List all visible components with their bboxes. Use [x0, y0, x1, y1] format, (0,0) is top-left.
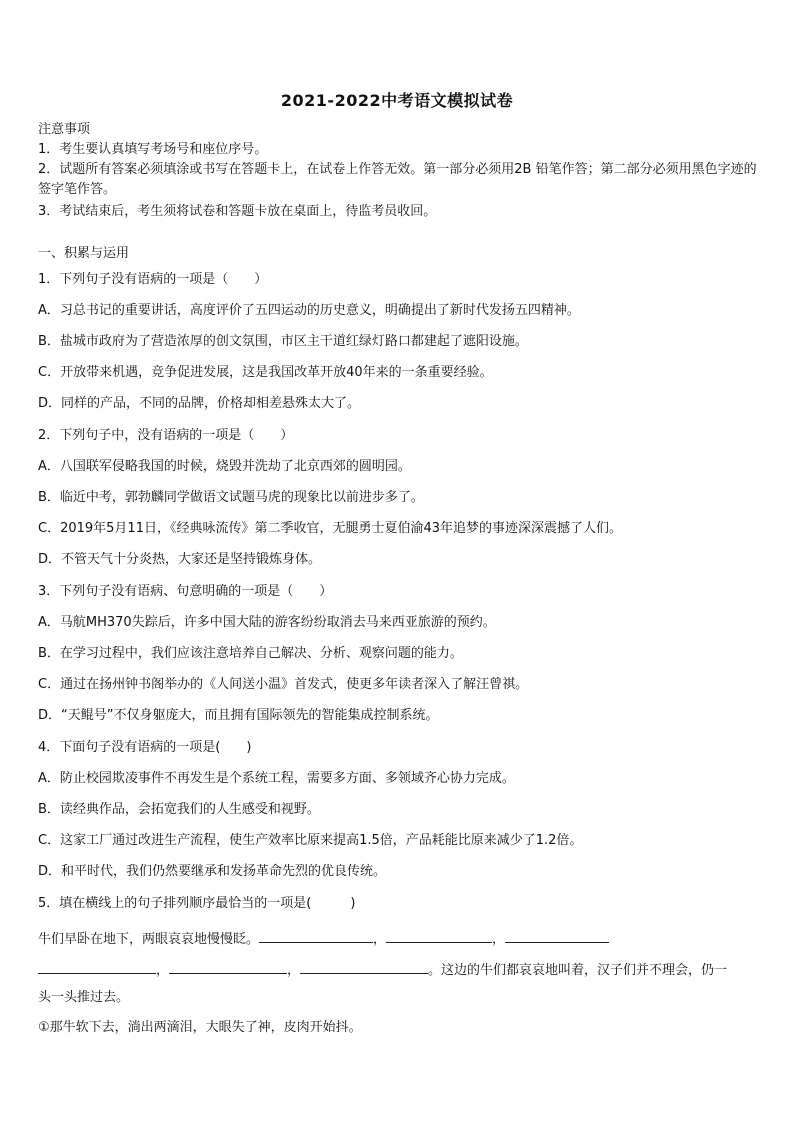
q5-passage-start: 牛们早卧在地下，两眼哀哀地慢慢眨。 [38, 932, 260, 947]
notice-heading: 注意事项 [38, 122, 91, 137]
q5-comma: ， [492, 932, 506, 947]
q4-option-b: B．读经典作品，会拓宽我们的人生感受和视野。 [38, 802, 320, 817]
q2-option-a: A．八国联军侵略我国的时候，烧毁并洗劫了北京西郊的圆明园。 [38, 459, 411, 474]
answer-blank-6[interactable] [300, 959, 428, 974]
q1-option-c: C．开放带来机遇，竞争促进发展，这是我国改革开放40年来的一条重要经验。 [38, 365, 493, 380]
q4-option-a: A．防止校园欺凌事件不再发生是个系统工程，需要多方面、多领域齐心协力完成。 [38, 771, 515, 786]
q2-stem: 2．下列句子中，没有语病的一项是（ ） [38, 428, 294, 443]
q5-item-1: ①那牛软下去，淌出两滴泪，大眼失了神，皮肉开始抖。 [38, 1020, 362, 1035]
q1-option-a: A．习总书记的重要讲话，高度评价了五四运动的历史意义，明确提出了新时代发扬五四精神。 [38, 303, 580, 318]
section-heading: 一、积累与运用 [38, 246, 130, 261]
answer-blank-5[interactable] [169, 959, 287, 974]
q5-passage-end: 。这边的牛们都哀哀地叫着，汉子们并不理会，仍一 [428, 963, 728, 978]
q4-stem: 4．下面句子没有语病的一项是( ) [38, 740, 252, 755]
page-title: 2021-2022中考语文模拟试卷 [280, 91, 514, 110]
q1-option-d: D．同样的产品，不同的品牌，价格却相差悬殊太大了。 [38, 396, 361, 411]
q2-option-d: D．不管天气十分炎热，大家还是坚持锻炼身体。 [38, 552, 322, 567]
q2-option-b: B．临近中考，郭勃麟同学做语文试题马虎的现象比以前进步多了。 [38, 490, 424, 505]
q3-option-a: A．马航MH370失踪后，许多中国大陆的游客纷纷取消去马来西亚旅游的预约。 [38, 615, 496, 630]
q5-passage-line-1 [38, 928, 758, 949]
q5-comma: ， [373, 932, 387, 947]
q4-option-d: D．和平时代，我们仍然要继承和发扬革命先烈的优良传统。 [38, 864, 387, 879]
q5-passage-line-2 [38, 959, 758, 980]
answer-blank-3[interactable] [505, 928, 609, 943]
answer-blank-4[interactable] [38, 959, 156, 974]
q5-comma: ， [156, 963, 170, 978]
q5-stem: 5．填在横线上的句子排列顺序最恰当的一项是( ) [38, 896, 356, 911]
answer-blank-1[interactable] [259, 928, 373, 943]
q3-option-c: C．通过在扬州钟书阁举办的《人间送小温》首发式，使更多年读者深入了解汪曾祺。 [38, 677, 529, 692]
notice-item-3: 3．考试结束后，考生须将试卷和答题卡放在桌面上，待监考员收回。 [38, 204, 437, 219]
q1-option-b: B．盐城市政府为了营造浓厚的创文氛围，市区主干道红绿灯路口都建起了遮阳设施。 [38, 334, 528, 349]
q4-option-c: C．这家工厂通过改进生产流程，使生产效率比原来提高1.5倍，产品耗能比原来减少了1.2倍。 [38, 833, 583, 848]
q5-comma: ， [287, 963, 301, 978]
q5-passage-tail: 头一头推过去。 [38, 990, 130, 1005]
q3-stem: 3．下列句子没有语病、句意明确的一项是（ ） [38, 584, 333, 599]
notice-item-1: 1．考生要认真填写考场号和座位序号。 [38, 142, 268, 157]
q3-option-d: D．“天鲲号”不仅身躯庞大，而且拥有国际领先的智能集成控制系统。 [38, 708, 439, 723]
q2-option-c: C．2019年5月11日，《经典咏流传》第二季收官，无腿勇士夏伯渝43年追梦的事迹深深震撼了人们。 [38, 521, 623, 536]
notice-item-2: 2．试题所有答案必须填涂或书写在答题卡上，在试卷上作答无效。第一部分必须用2B 铅笔作答；第二部分必须用黑色字迹的签字笔作答。 [38, 162, 757, 197]
q3-option-b: B．在学习过程中，我们应该注意培养自己解决、分析、观察问题的能力。 [38, 646, 463, 661]
q1-stem: 1．下列句子没有语病的一项是（ ） [38, 272, 268, 287]
answer-blank-2[interactable] [386, 928, 492, 943]
